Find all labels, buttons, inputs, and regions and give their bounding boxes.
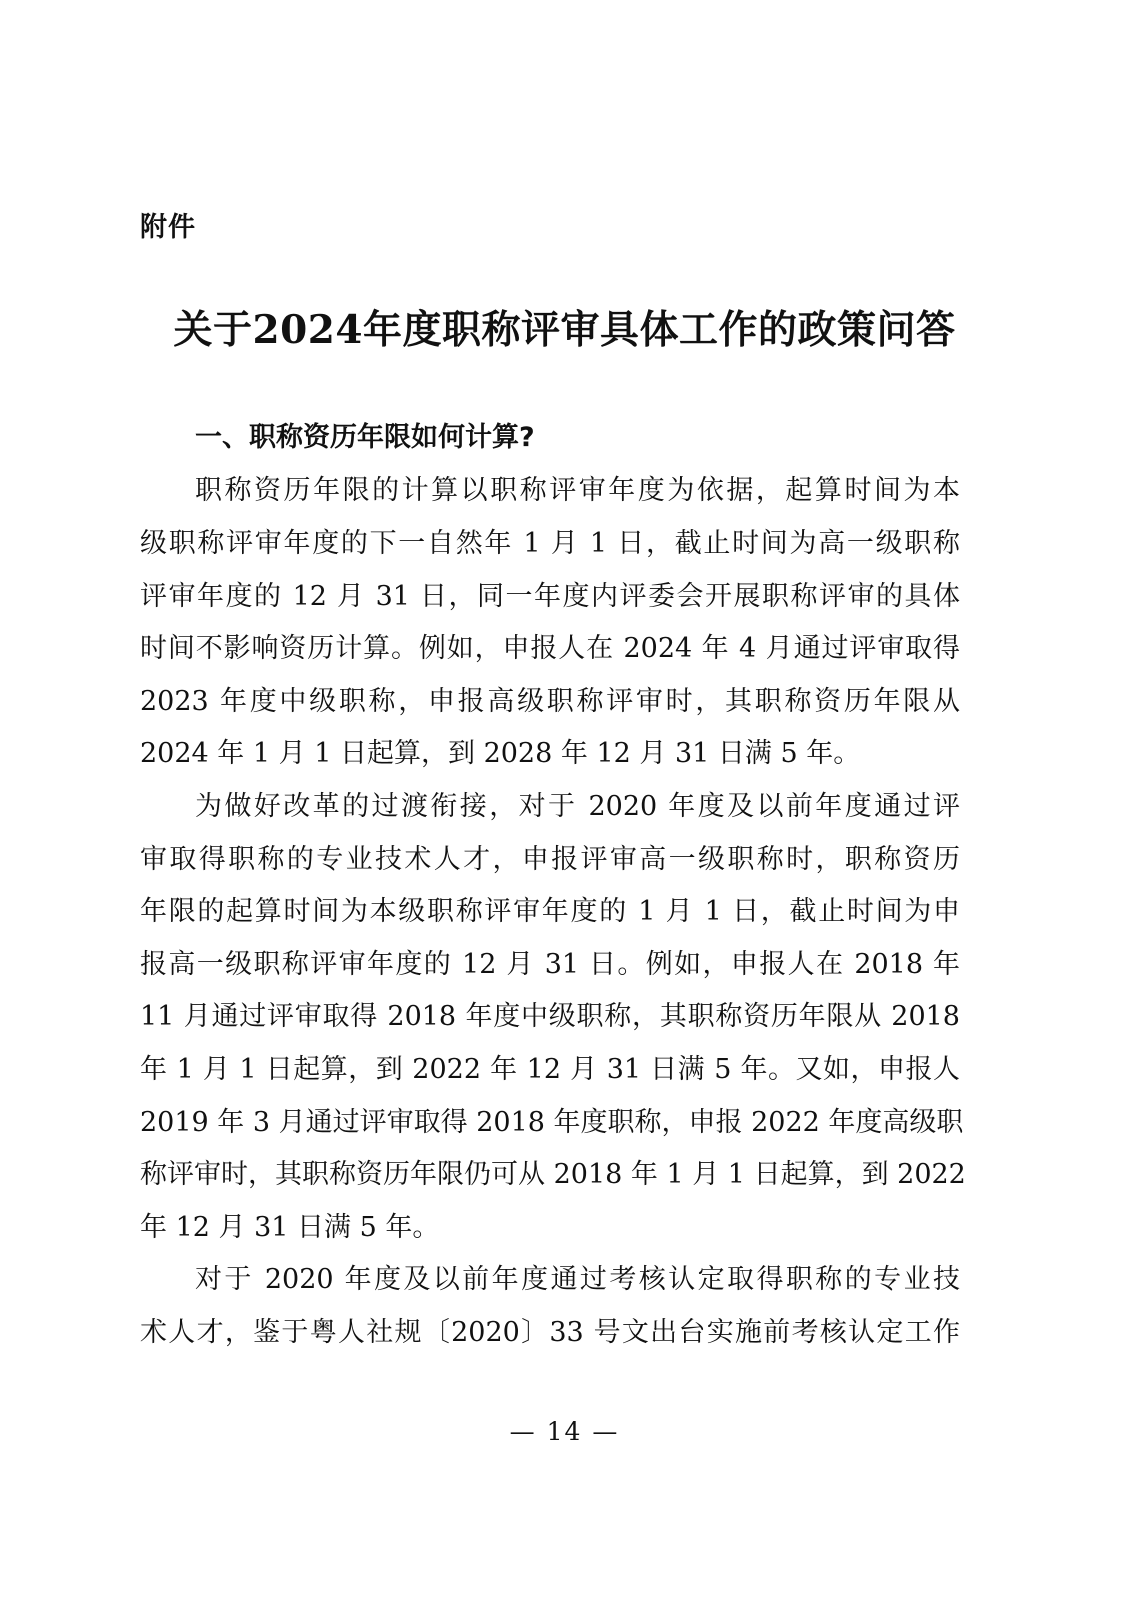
paragraph-line: 2023 年度中级职称，申报高级职称评审时，其职称资历年限从 — [140, 686, 960, 717]
paragraph-line: 称评审时，其职称资历年限仍可从 2018 年 1 月 1 日起算，到 2022 — [140, 1159, 966, 1190]
paragraph-line: 审取得职称的专业技术人才，申报评审高一级职称时，职称资历 — [140, 844, 960, 875]
section-heading: 一、职称资历年限如何计算? — [195, 422, 535, 453]
paragraph-line: 年 12 月 31 日满 5 年。 — [140, 1212, 440, 1243]
paragraph-line: 时间不影响资历计算。例如，申报人在 2024 年 4 月通过评审取得 — [140, 633, 960, 664]
paragraph-line: 为做好改革的过渡衔接，对于 2020 年度及以前年度通过评 — [195, 791, 960, 822]
paragraph-line: 2019 年 3 月通过评审取得 2018 年度职称，申报 2022 年度高级职 — [140, 1107, 964, 1138]
attachment-label: 附件 — [140, 212, 196, 243]
paragraph-line: 11 月通过评审取得 2018 年度中级职称，其职称资历年限从 2018 — [140, 1001, 960, 1032]
paragraph-line: 术人才，鉴于粤人社规〔2020〕33 号文出台实施前考核认定工作 — [140, 1317, 960, 1348]
paragraph-line: 年 1 月 1 日起算，到 2022 年 12 月 31 日满 5 年。又如，申报人 — [140, 1054, 960, 1085]
paragraph-line: 年限的起算时间为本级职称评审年度的 1 月 1 日，截止时间为申 — [140, 896, 960, 927]
page-number: — 14 — — [509, 1417, 620, 1446]
paragraph-line: 级职称评审年度的下一自然年 1 月 1 日，截止时间为高一级职称 — [140, 528, 960, 559]
paragraph-line: 报高一级职称评审年度的 12 月 31 日。例如，申报人在 2018 年 — [140, 949, 960, 980]
document-title: 关于2024年度职称评审具体工作的政策问答 — [173, 307, 956, 353]
paragraph-line: 评审年度的 12 月 31 日，同一年度内评委会开展职称评审的具体 — [140, 581, 960, 612]
paragraph-line: 对于 2020 年度及以前年度通过考核认定取得职称的专业技 — [195, 1264, 960, 1295]
paragraph-line: 2024 年 1 月 1 日起算，到 2028 年 12 月 31 日满 5 年。 — [140, 738, 861, 769]
paragraph-line: 职称资历年限的计算以职称评审年度为依据，起算时间为本 — [195, 475, 960, 506]
